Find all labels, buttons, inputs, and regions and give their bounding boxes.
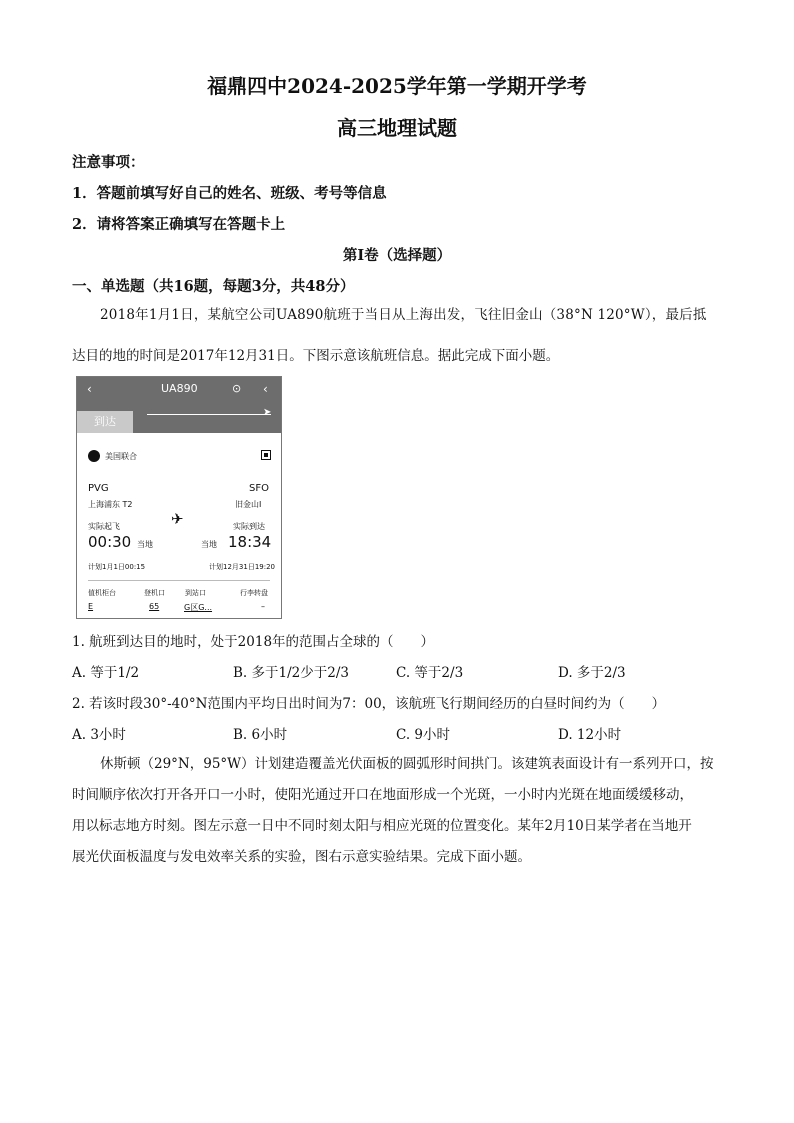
q1-option-c: C. 等于2/3 [396, 665, 464, 681]
share-icon[interactable]: ‹ [263, 382, 268, 396]
progress-line [147, 414, 271, 415]
departure-local: 当地 [137, 540, 153, 549]
checkin-label: 值机柜台 [88, 589, 116, 597]
notice-item-2: 2．请将答案正确填写在答题卡上 [72, 216, 286, 233]
arrow-right-icon: ➤ [263, 407, 272, 418]
intro2-line4: 展光伏面板温度与发电效率关系的实验，图右示意实验结果。完成下面小题。 [72, 849, 531, 865]
question-2: 2. 若该时段30°-40°N范围内平均日出时间为7：00，该航班飞行期间经历的白昼时间约为（ ） [72, 696, 666, 712]
back-icon[interactable]: ‹ [87, 382, 92, 396]
origin-code: PVG [88, 483, 109, 494]
arrival-time: 18:34 [228, 533, 272, 551]
departure-label: 实际起飞 [88, 522, 120, 531]
baggage-value: – [261, 602, 265, 611]
q1-option-d: D. 多于2/3 [558, 665, 626, 681]
q2-option-d: D. 12小时 [558, 727, 622, 743]
destination-code: SFO [249, 483, 269, 494]
section-title: 第I卷（选择题） [342, 247, 452, 264]
q1-option-b: B. 多于1/2少于2/3 [233, 665, 349, 681]
intro2-line2: 时间顺序依次打开各开口一小时，使阳光通过开口在地面形成一个光斑，一小时内光斑在地面缓缓移动， [72, 787, 693, 803]
arrival-plan: 计划12月31日19:20 [209, 563, 275, 571]
exam-title: 福鼎四中2024-2025学年第一学期开学考 [207, 74, 587, 98]
qr-icon[interactable] [261, 450, 271, 460]
intro1-line1: 2018年1月1日，某航空公司UA890航班于当日从上海出发，飞往旧金山（38°N 120°W），最后抵 [100, 307, 707, 323]
flight-info-card [76, 376, 282, 619]
baggage-label: 行李转盘 [240, 589, 268, 597]
arrival-terminal-label: 到站口 [185, 589, 206, 597]
exam-subtitle: 高三地理试题 [337, 116, 457, 140]
question-1: 1. 航班到达目的地时，处于2018年的范围占全球的（ ） [72, 634, 435, 650]
departure-plan: 计划1月1日00:15 [88, 563, 146, 571]
airline-logo-icon [88, 450, 100, 462]
intro1-line2: 达目的地的时间是2017年12月31日。下图示意该航班信息。据此完成下面小题。 [72, 348, 560, 364]
arrival-terminal-value: G区G... [184, 603, 213, 612]
intro2-line3: 用以标志地方时刻。图左示意一日中不同时刻太阳与相应光斑的位置变化。某年2月10日某学者在当地开 [72, 818, 692, 834]
notice-item-1: 1．答题前填写好自己的姓名、班级、考号等信息 [72, 185, 387, 202]
arrival-local: 当地 [201, 540, 217, 549]
notice-heading: 注意事项： [72, 154, 145, 171]
part-title: 一、单选题（共16题，每题3分，共48分） [72, 278, 355, 295]
destination-name: 旧金山I [235, 500, 262, 509]
q2-option-b: B. 6小时 [233, 727, 288, 743]
checkin-value: E [88, 602, 94, 611]
q1-option-a: A. 等于1/2 [72, 665, 140, 681]
divider [88, 580, 270, 581]
q2-option-a: A. 3小时 [72, 727, 126, 743]
gate-value: 65 [149, 602, 160, 611]
flight-card-header [77, 377, 281, 433]
q2-option-c: C. 9小时 [396, 727, 451, 743]
status-badge: 到达 [77, 411, 133, 433]
intro2-line1: 休斯顿（29°N，95°W）计划建造覆盖光伏面板的圆弧形时间拱门。该建筑表面设计有一系列开口，按 [100, 756, 714, 772]
gate-label: 登机口 [144, 589, 165, 597]
arrival-label: 实际到达 [233, 522, 265, 531]
plane-icon: ✈ [171, 510, 184, 528]
departure-time: 00:30 [88, 533, 132, 551]
origin-name: 上海浦东 T2 [88, 500, 133, 509]
airline-name: 美国联合 [105, 452, 137, 461]
flight-number: UA890 [161, 382, 198, 395]
more-icon[interactable]: ⊙ [232, 382, 242, 395]
